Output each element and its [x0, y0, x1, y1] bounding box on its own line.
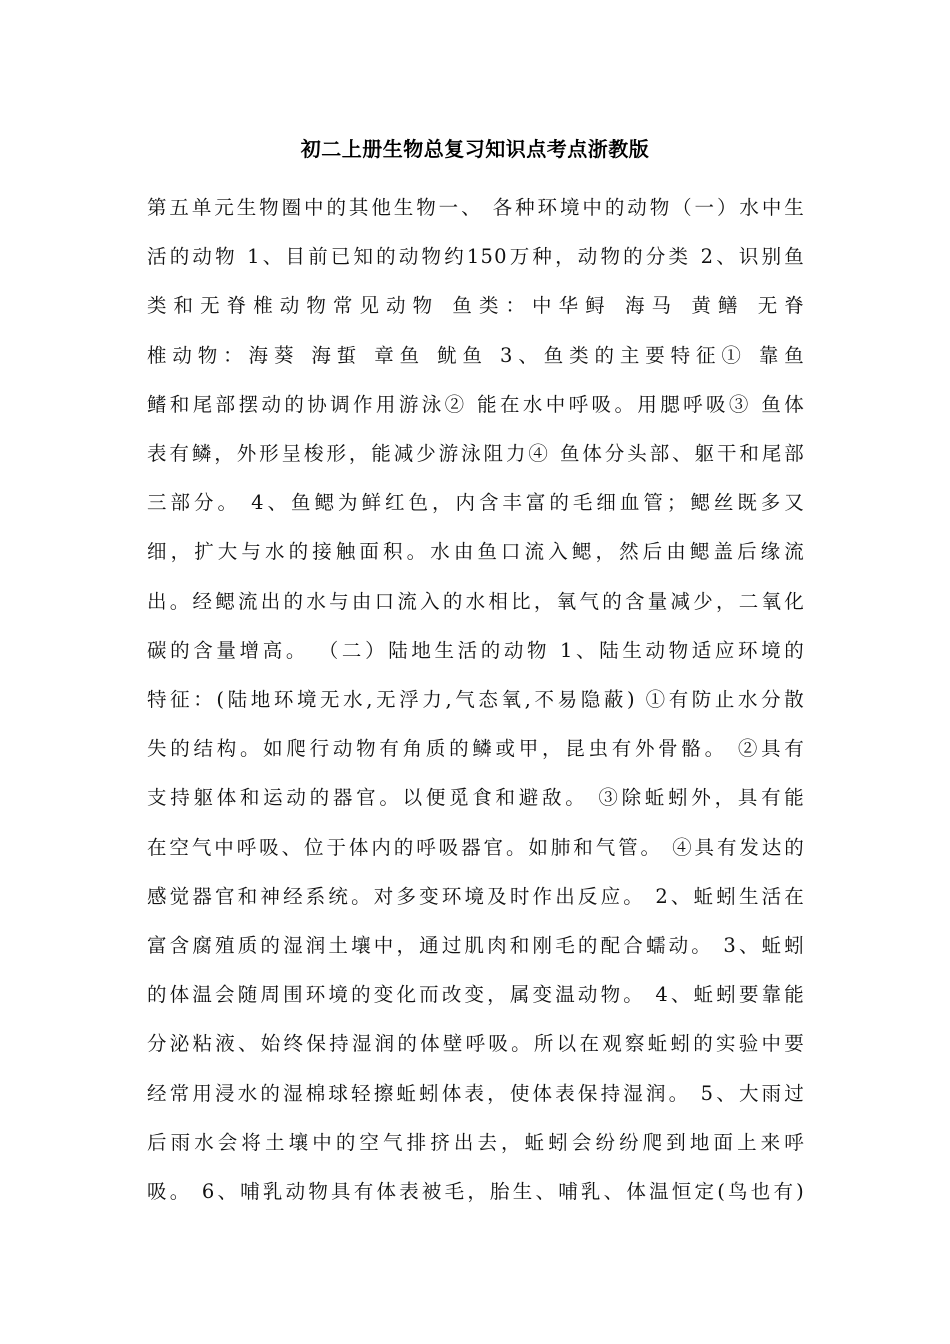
text-line: 经常用浸水的湿棉球轻擦蚯蚓体表，使体表保持湿润。 5、大雨过	[147, 1081, 805, 1105]
page-title: 初二上册生物总复习知识点考点浙教版	[300, 137, 650, 161]
text-line: 出。经鳃流出的水与由口流入的水相比，氧气的含量减少，二氧化	[147, 589, 805, 613]
text-line: 的体温会随周围环境的变化而改变，属变温动物。 4、蚯蚓要靠能	[147, 983, 805, 1007]
text-line: 后雨水会将土壤中的空气排挤出去，蚯蚓会纷纷爬到地面上来呼	[147, 1130, 805, 1154]
text-line: 椎动物：海葵 海蜇 章鱼 鱿鱼 3、鱼类的主要特征① 靠鱼	[147, 343, 805, 367]
text-line: 细，扩大与水的接触面积。水由鱼口流入鳃，然后由鳃盖后缘流	[147, 540, 805, 564]
text-line: 分泌粘液、始终保持湿润的体壁呼吸。所以在观察蚯蚓的实验中要	[147, 1032, 805, 1056]
text-line: 感觉器官和神经系统。对多变环境及时作出反应。 2、蚯蚓生活在	[147, 884, 805, 908]
text-line: 活的动物 1、目前已知的动物约150万种，动物的分类 2、识别鱼	[147, 245, 805, 269]
body-text	[147, 183, 805, 1216]
text-line: 碳的含量增高。 （二）陆地生活的动物 1、陆生动物适应环境的	[147, 638, 805, 662]
text-line: 第五单元生物圈中的其他生物一、 各种环境中的动物（一）水中生	[147, 196, 805, 219]
text-line: 失的结构。如爬行动物有角质的鳞或甲，昆虫有外骨骼。 ②具有	[147, 737, 805, 761]
text-line: 支持躯体和运动的器官。以便觅食和避敌。 ③除蚯蚓外，具有能	[147, 786, 805, 810]
text-line: 类和无脊椎动物常见动物 鱼类：中华鲟 海马 黄鳝 无脊	[147, 294, 805, 318]
text-line: 在空气中呼吸、位于体内的呼吸器官。如肺和气管。 ④具有发达的	[147, 835, 805, 859]
text-line: 特征：(陆地环境无水,无浮力,气态氧,不易隐蔽) ①有防止水分散	[147, 688, 805, 712]
text-line: 鳍和尾部摆动的协调作用游泳② 能在水中呼吸。用腮呼吸③ 鱼体	[147, 392, 805, 416]
text-line: 吸。 6、哺乳动物具有体表被毛，胎生、哺乳、体温恒定(鸟也有)	[147, 1180, 805, 1204]
text-line: 三部分。 4、鱼鳃为鲜红色，内含丰富的毛细血管；鳃丝既多又	[147, 491, 805, 515]
text-line: 富含腐殖质的湿润土壤中，通过肌肉和刚毛的配合蠕动。 3、蚯蚓	[147, 934, 805, 958]
text-line: 表有鳞，外形呈梭形，能减少游泳阻力④ 鱼体分头部、躯干和尾部	[147, 442, 805, 466]
